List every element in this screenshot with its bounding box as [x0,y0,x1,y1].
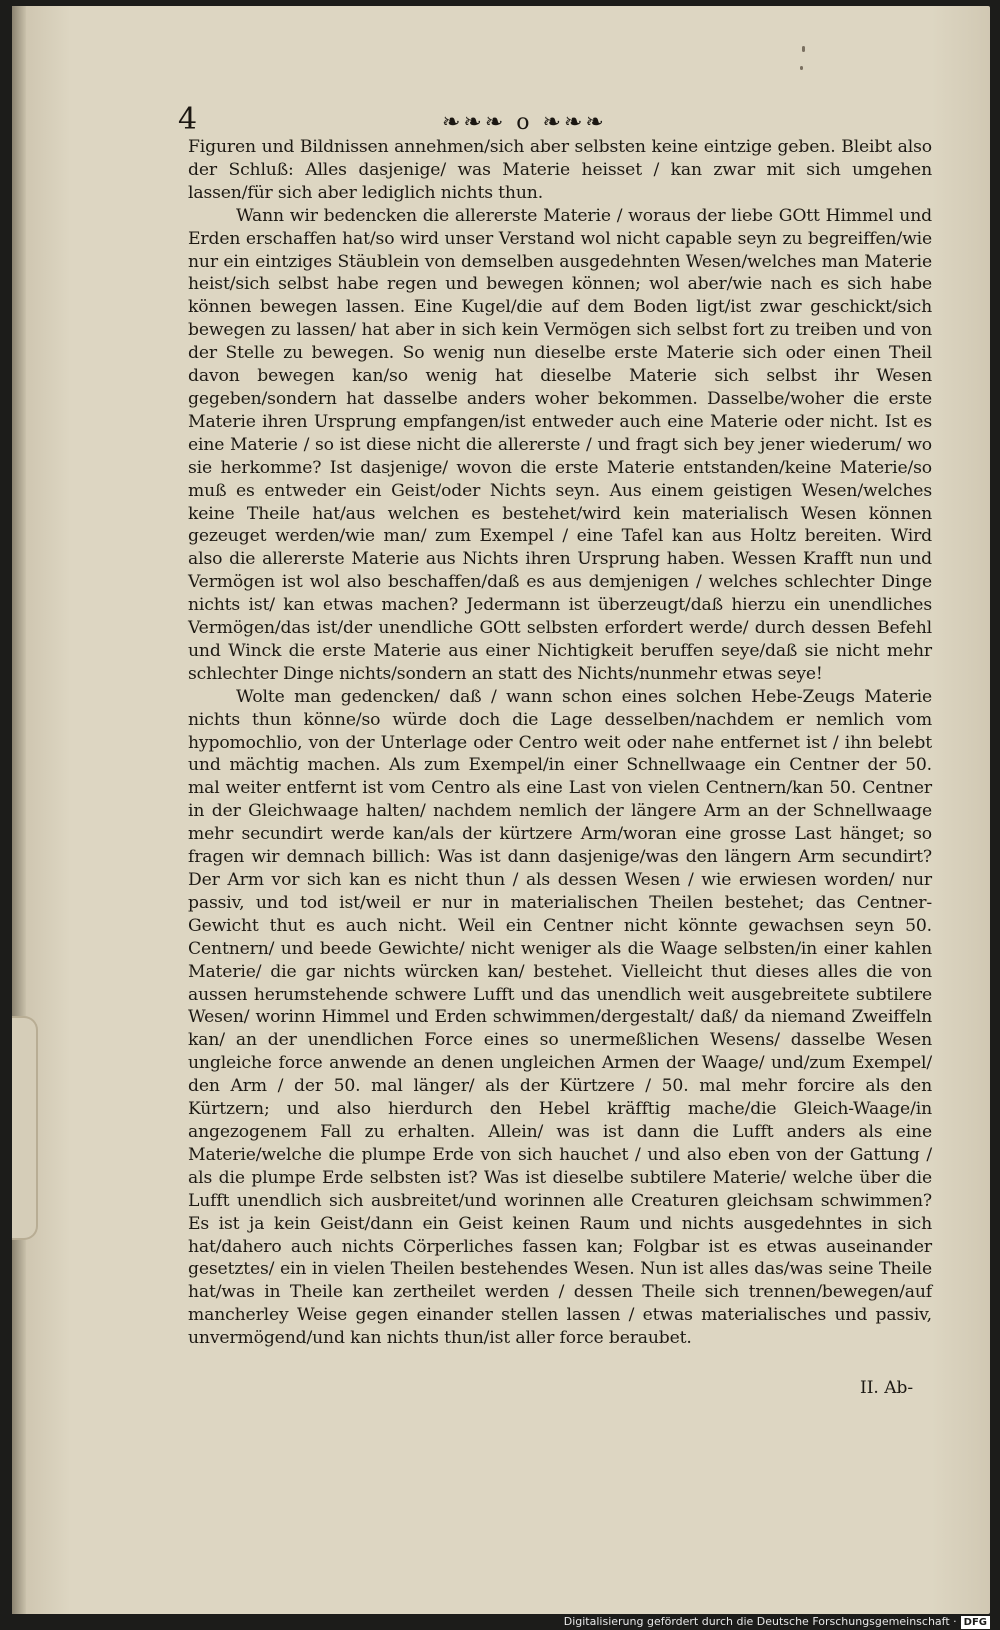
paragraph-2: Wann wir bedencken die allererste Materie / woraus der liebe GOtt Himmel und Erden erschaffen hat/so wird unser Verstand wol nicht capable seyn zu begreiffen/wie nur ein eintziges Stäublein von demselben ausgedehnten Wesen/welches man Materie heist/sich selbst habe regen und bewegen können; wol aber/wie nach es sich habe können bewegen lassen. Eine Kugel/die auf dem Boden ligt/ist zwar geschickt/sich bewegen zu lassen/ hat aber in sich kein Vermögen sich selbst fort zu treiben und von der Stelle zu bewegen. So wenig nun dieselbe erste Materie sich oder einen Theil davon bewegen kan/so wenig hat dieselbe Materie sich selbst ihr Wesen gegeben/sondern hat dasselbe anders woher bekommen. Dasselbe/woher die erste Materie ihren Ursprung empfangen/ist entweder auch eine Materie oder nicht. Ist es eine Materie / so ist diese nicht die allererste / und fragt sich bey jener wiederum/ wo sie herkomme? Ist dasjenige/ wovon die erste Materie entstanden/keine Materie/so muß es entweder ein Geist/oder Nichts seyn. Aus einem geistigen Wesen/welches keine Theile hat/aus welchen es bestehet/wird kein materialisch Wesen können gezeuget werden/wie man/ zum Exempel / eine Tafel kan aus Holtz bereiten. Wird also die allererste Materie aus Nichts ihren Ursprung haben. Wessen Krafft nun und Vermögen ist wol also beschaffen/daß es aus demjenigen / welches schlechter Dinge nichts ist/ kan etwas machen? Jedermann ist überzeugt/daß hierzu ein unendliches Vermögen/das ist/der unendliche GOtt selbsten erfordert werde/ durch dessen Befehl und Winck die erste Materie aus einer Nichtigkeit beruffen seye/daß sie nicht mehr schlechter Dinge nichts/sondern an statt des Nichts/nunmehr etwas seye! [188,205,932,684]
page-number: 4 [178,102,198,137]
body-text [188,136,932,1350]
funding-footer [564,1614,990,1630]
catchword: II. Ab- [860,1378,914,1398]
book-clasp [12,1016,38,1240]
document-page [12,6,990,1614]
dfg-logo: DFG [961,1616,990,1629]
paper-speck [800,66,803,70]
paragraph-3: Wolte man gedencken/ daß / wann schon eines solchen Hebe-Zeugs Materie nichts thun könne/so würde doch die Lage desselben/nachdem er nemlich vom hypomochlio, von der Unterlage oder Centro weit oder nahe entfernet ist / ihn belebt und mächtig machen. Als zum Exempel/in einer Schnellwaage ein Centner der 50. mal weiter entfernt ist vom Centro als eine Last von vielen Centnern/kan 50. Centner in der Gleichwaage halten/ nachdem nemlich der längere Arm an der Schnellwaage mehr secundirt werde kan/als der kürtzere Arm/woran eine grosse Last hänget; so fragen wir demnach billich: Was ist dann dasjenige/was den längern Arm secundirt? Der Arm vor sich kan es nicht thun / als dessen Wesen / wie erwiesen worden/ nur passiv, und tod ist/weil er nur in materialischen Theilen bestehet; das Centner-Gewicht thut es auch nicht. Weil ein Centner nicht könnte gewachsen seyn 50. Centnern/ und beede Gewichte/ nicht weniger als die Waage selbsten/in einer kahlen Materie/ die gar nichts würcken kan/ bestehet. Vielleicht thut dieses alles die von aussen herumstehende schwere Lufft und das unendlich weit ausgebreitete subtilere Wesen/ worinn Himmel und Erden schwimmen/dergestalt/ daß/ da niemand Zweiffeln kan/ an der unendlichen Force eines so unermeßlichen Wesens/ dasselbe Wesen ungleiche force anwende an denen ungleichen Armen der Waage/ und/zum Exempel/ den Arm / der 50. mal länger/ als der Kürtzere / 50. mal mehr forcire als den Kürtzern; und also hierdurch den Hebel kräfftig mache/die Gleich-Waage/in angezogenem Fall zu erhalten. Allein/ was ist dann die Lufft anders als eine Materie/welche die plumpe Erde von sich hauchet / und also eben von der Gattung / als die plumpe Erde selbsten ist? Was ist dieselbe subtilere Materie/ welche über die Lufft unendlich sich ausbreitet/und worinnen alle Creaturen gleichsam schwimmen? Es ist ja kein Geist/dann ein Geist keinen Raum und nichts ausgedehntes in sich hat/dahero auch nichts Cörperliches fassen kan; Folgbar ist es etwas auseinander gesetztes/ ein in vielen Theilen bestehendes Wesen. Nun ist alles das/was seine Theile hat/was in Theile kan zertheilet werden / dessen Theile sich trennen/bewegen/auf mancherley Weise gegen einander stellen lassen / etwas materialisches und passiv, unvermögend/und kan nichts thun/ist aller force beraubet. [188,686,932,1349]
paper-speck [802,46,805,52]
paragraph-1: Figuren und Bildnissen annehmen/sich aber selbsten keine eintzige geben. Bleibt also der Schluß: Alles dasjenige/ was Materie heisset / kan zwar mit sich umgehen lassen/für sich aber lediglich nichts thun. [188,137,932,203]
header-ornament: ❧❧❧ o ❧❧❧ [442,110,607,135]
book-spine [12,6,26,1614]
funding-text: Digitalisierung gefördert durch die Deutsche Forschungsgemeinschaft · [563,1615,957,1628]
